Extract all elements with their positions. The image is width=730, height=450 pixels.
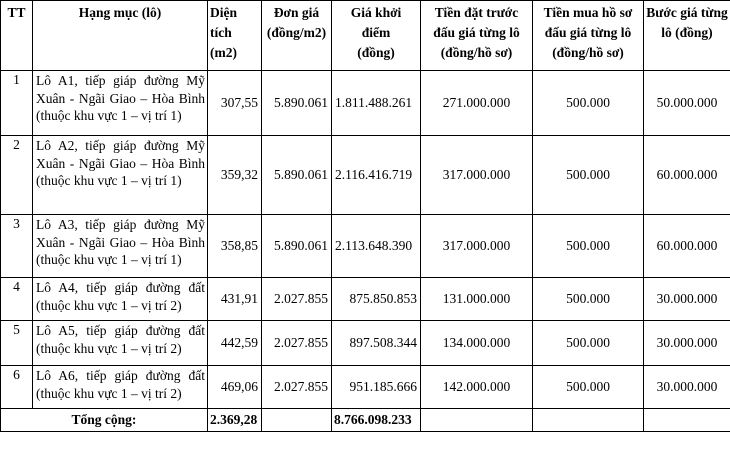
deposit-amount: 134.000.000 <box>421 321 533 366</box>
row-number: 3 <box>1 215 33 278</box>
lot-description: Lô A3, tiếp giáp đường Mỹ Xuân - Ngãi Giao – Hòa Bình (thuộc khu vực 1 – vị trí 1) <box>33 215 208 278</box>
deposit-amount: 317.000.000 <box>421 136 533 215</box>
lot-description: Lô A6, tiếp giáp đường đất (thuộc khu vực 1 – vị trí 2) <box>33 366 208 409</box>
unit-price: 2.027.855 <box>262 278 332 321</box>
table-row <box>1 278 730 321</box>
lot-area: 431,91 <box>208 278 262 321</box>
deposit-amount: 271.000.000 <box>421 71 533 136</box>
total-step-empty <box>644 409 730 432</box>
total-row <box>1 409 730 432</box>
unit-price: 2.027.855 <box>262 366 332 409</box>
header-lot: Hạng mục (lô) <box>33 1 208 71</box>
file-fee: 500.000 <box>533 215 644 278</box>
total-unit-price-empty <box>262 409 332 432</box>
lot-area: 469,06 <box>208 366 262 409</box>
start-price: 951.185.666 <box>332 366 421 409</box>
unit-price: 5.890.061 <box>262 136 332 215</box>
total-label: Tổng cộng: <box>1 409 208 432</box>
header-file-fee: Tiền mua hồ sơ đấu giá từng lô (đồng/hồ sơ) <box>533 1 644 71</box>
lot-description: Lô A5, tiếp giáp đường đất (thuộc khu vực 1 – vị trí 2) <box>33 321 208 366</box>
start-price: 2.113.648.390 <box>332 215 421 278</box>
header-bid-step: Bước giá từng lô (đồng) <box>644 1 730 71</box>
header-tt: TT <box>1 1 33 71</box>
start-price: 897.508.344 <box>332 321 421 366</box>
row-number: 1 <box>1 71 33 136</box>
total-area: 2.369,28 <box>208 409 262 432</box>
table-row <box>1 321 730 366</box>
lot-area: 358,85 <box>208 215 262 278</box>
file-fee: 500.000 <box>533 278 644 321</box>
bid-step: 50.000.000 <box>644 71 730 136</box>
table-row <box>1 366 730 409</box>
file-fee: 500.000 <box>533 71 644 136</box>
unit-price: 5.890.061 <box>262 215 332 278</box>
bid-step: 30.000.000 <box>644 278 730 321</box>
header-start-price: Giá khởi điểm (đồng) <box>332 1 421 71</box>
lot-area: 442,59 <box>208 321 262 366</box>
row-number: 2 <box>1 136 33 215</box>
deposit-amount: 131.000.000 <box>421 278 533 321</box>
row-number: 6 <box>1 366 33 409</box>
total-file-fee-empty <box>533 409 644 432</box>
start-price: 2.116.416.719 <box>332 136 421 215</box>
bid-step: 30.000.000 <box>644 366 730 409</box>
row-number: 5 <box>1 321 33 366</box>
table-row <box>1 136 730 215</box>
bid-step: 30.000.000 <box>644 321 730 366</box>
file-fee: 500.000 <box>533 366 644 409</box>
unit-price: 2.027.855 <box>262 321 332 366</box>
total-start-price: 8.766.098.233 <box>332 409 421 432</box>
bid-step: 60.000.000 <box>644 215 730 278</box>
lot-area: 307,55 <box>208 71 262 136</box>
start-price: 875.850.853 <box>332 278 421 321</box>
start-price: 1.811.488.261 <box>332 71 421 136</box>
deposit-amount: 142.000.000 <box>421 366 533 409</box>
lot-description: Lô A4, tiếp giáp đường đất (thuộc khu vực 1 – vị trí 2) <box>33 278 208 321</box>
file-fee: 500.000 <box>533 136 644 215</box>
header-unit-price: Đơn giá (đồng/m2) <box>262 1 332 71</box>
file-fee: 500.000 <box>533 321 644 366</box>
unit-price: 5.890.061 <box>262 71 332 136</box>
table-row <box>1 71 730 136</box>
bid-step: 60.000.000 <box>644 136 730 215</box>
table-row <box>1 215 730 278</box>
header-row <box>1 1 730 71</box>
row-number: 4 <box>1 278 33 321</box>
lot-description: Lô A1, tiếp giáp đường Mỹ Xuân - Ngãi Giao – Hòa Bình (thuộc khu vực 1 – vị trí 1) <box>33 71 208 136</box>
total-deposit-empty <box>421 409 533 432</box>
header-area: Diện tích (m2) <box>208 1 262 71</box>
header-deposit: Tiền đặt trước đấu giá từng lô (đồng/hồ sơ) <box>421 1 533 71</box>
lot-description: Lô A2, tiếp giáp đường Mỹ Xuân - Ngãi Giao – Hòa Bình (thuộc khu vực 1 – vị trí 1) <box>33 136 208 215</box>
deposit-amount: 317.000.000 <box>421 215 533 278</box>
lot-area: 359,32 <box>208 136 262 215</box>
